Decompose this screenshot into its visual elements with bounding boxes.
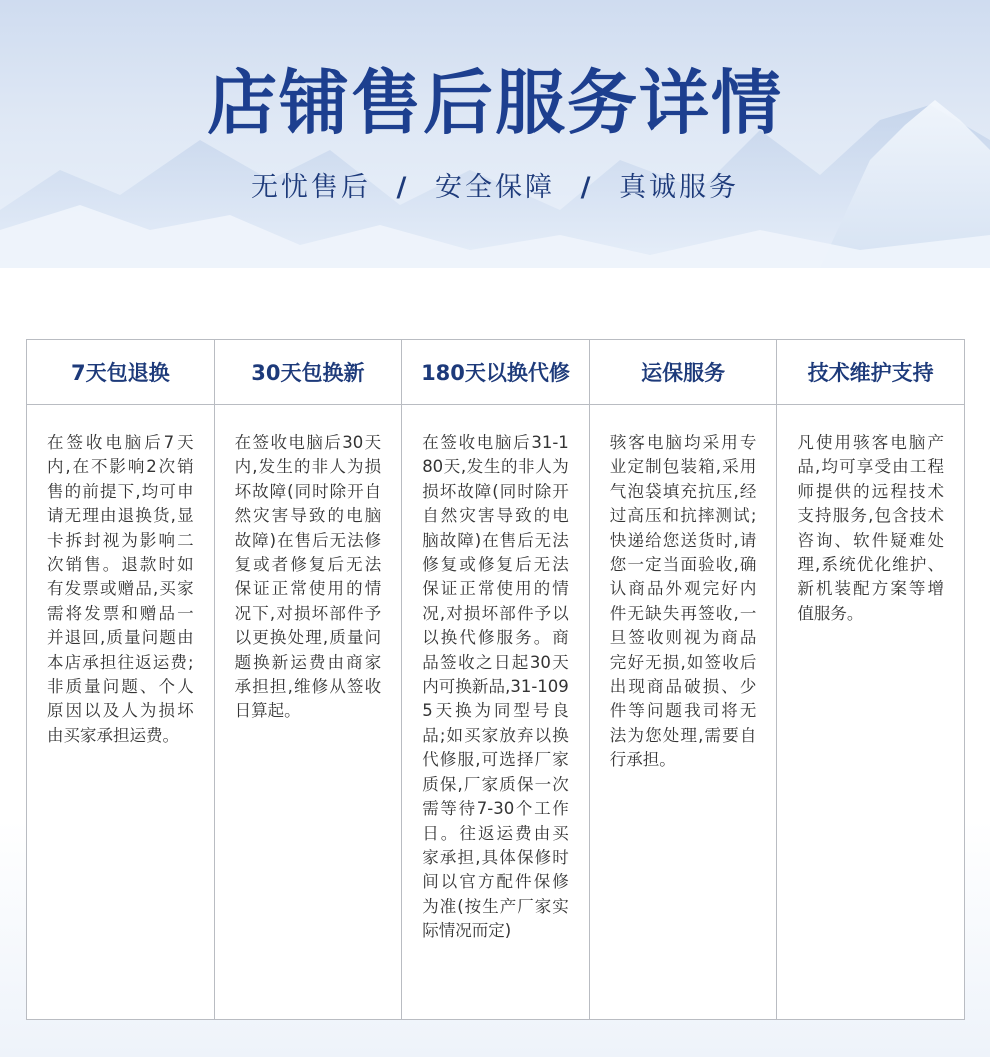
subtitle-item: 真诚服务 [619, 172, 740, 203]
column-header: 30天包换新 [214, 340, 402, 405]
service-description: 在签收电脑后7天内,在不影响2次销售的前提下,均可申请无理由退换货,显卡拆封视为影响二次销售。退款时如有发票或赠品,买家需将发票和赠品一并退回,质量问题由本店承担往返运费;非质量问题、个人原因以及人为损坏由买家承担运费。 [27, 405, 215, 1020]
page-title: 店铺售后服务详情 [207, 62, 783, 144]
subtitle-separator: / [580, 172, 594, 203]
table-body-row [27, 405, 965, 1020]
banner [0, 0, 990, 268]
column-header: 技术维护支持 [777, 340, 965, 405]
service-description: 凡使用骇客电脑产品,均可享受由工程师提供的远程技术支持服务,包含技术咨询、软件疑难处理,系统优化维护、新机装配方案等增值服务。 [777, 405, 965, 1020]
service-description: 在签收电脑后31-180天,发生的非人为损坏故障(同时除开自然灾害导致的电脑故障)在售后无法修复或修复后无法保证正常使用的情况,对损坏部件予以以换代修服务。商品签收之日起30天内可换新品,31-1095天换为同型号良品;如买家放弃以换代修服,可选择厂家质保,厂家质保一次需等待7-30个工作日。往返运费由买家承担,具体保修时间以官方配件保修为准(按生产厂家实际情况而定) [402, 405, 590, 1020]
service-description: 骇客电脑均采用专业定制包装箱,采用气泡袋填充抗压,经过高压和抗摔测试;快递给您送货时,请您一定当面验收,确认商品外观完好内件无缺失再签收,一旦签收则视为商品完好无损,如签收后出现商品破损、少件等问题我司将无法为您处理,需要自行承担。 [589, 405, 777, 1020]
table-header-row [27, 340, 965, 405]
subtitle [0, 174, 990, 201]
service-description: 在签收电脑后30天内,发生的非人为损坏故障(同时除开自然灾害导致的电脑故障)在售后无法修复或者修复后无法保证正常使用的情况下,对损坏部件予以更换处理,质量问题换新运费由商家承担担,维修从签收日算起。 [214, 405, 402, 1020]
subtitle-item: 无忧售后 [250, 172, 371, 203]
subtitle-item: 安全保障 [435, 172, 555, 203]
column-header: 180天以换代修 [402, 340, 590, 405]
column-header: 7天包退换 [27, 340, 215, 405]
column-header: 运保服务 [589, 340, 777, 405]
subtitle-separator: / [396, 172, 410, 203]
service-table [26, 339, 965, 1020]
